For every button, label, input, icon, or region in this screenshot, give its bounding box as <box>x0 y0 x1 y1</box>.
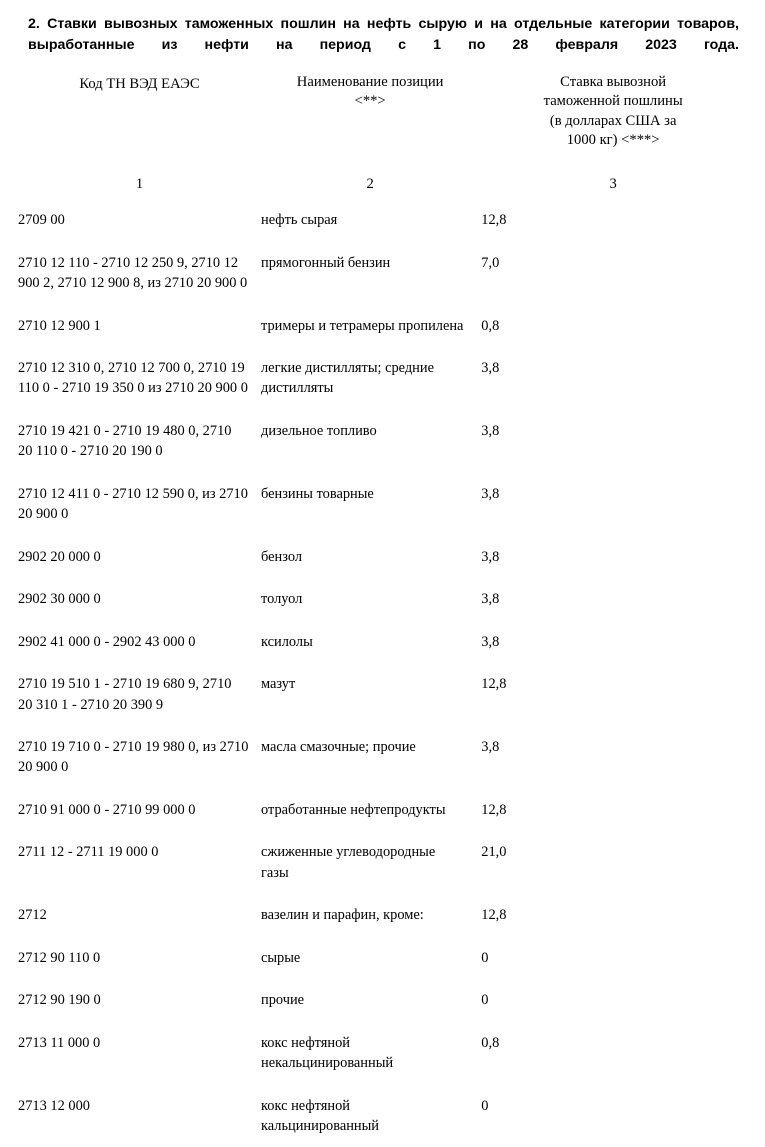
column-number-2: 2 <box>366 176 374 193</box>
cell-name: толуол <box>261 591 303 608</box>
table-row <box>18 199 747 241</box>
cell-rate: 0 <box>481 992 489 1009</box>
page-title: 2. Ставки вывозных таможенных пошлин на нефть сырую и на отдельные категории товаров, выработанные из нефти на период с 1 по 28 февраля 2023 года. <box>28 16 739 53</box>
cell-name: бензины товарные <box>261 485 374 502</box>
cell-code: 2710 19 421 0 - 2710 19 480 0, 2710 20 110 0 - 2710 20 190 0 <box>18 422 232 460</box>
cell-code: 2902 41 000 0 - 2902 43 000 0 <box>18 633 196 650</box>
cell-name: кокс нефтяной некальцинированный <box>261 1034 394 1072</box>
cell-rate: 3,8 <box>481 738 500 755</box>
cell-rate: 3,8 <box>481 485 500 502</box>
cell-code: 2710 19 510 1 - 2710 19 680 9, 2710 20 310 1 - 2710 20 390 9 <box>18 676 232 713</box>
cell-rate: 12,8 <box>481 676 507 693</box>
cell-name: кокс нефтяной кальцинированный <box>261 1097 379 1134</box>
table-row <box>18 663 747 726</box>
table-row <box>18 831 747 894</box>
column-header-rate-line1: Ставка вывозной <box>560 74 667 91</box>
column-header-name-line2: <**> <box>354 93 386 110</box>
cell-code: 2710 12 110 - 2710 12 250 9, 2710 12 900 2, 2710 12 900 8, из 2710 20 900 0 <box>18 254 248 292</box>
cell-rate: 0,8 <box>481 317 500 334</box>
cell-name: отработанные нефтепродукты <box>261 801 446 818</box>
cell-code: 2710 19 710 0 - 2710 19 980 0, из 2710 20 900 0 <box>18 738 249 776</box>
table-row <box>18 305 747 347</box>
table-row <box>18 578 747 620</box>
cell-rate: 3,8 <box>481 360 500 376</box>
column-header-code: Код ТН ВЭД ЕАЭС <box>79 76 200 93</box>
export-duty-rates-table <box>18 73 747 1147</box>
cell-rate: 0 <box>481 949 489 966</box>
column-header-rate <box>479 73 747 150</box>
cell-rate: 7,0 <box>481 254 500 271</box>
cell-code: 2710 12 900 1 <box>18 317 101 334</box>
cell-name: мазут <box>261 676 296 693</box>
column-header-name-line1: Наименование позиции <box>296 74 444 91</box>
cell-rate: 3,8 <box>481 633 500 650</box>
cell-name: сырые <box>261 949 301 966</box>
cell-name: сжиженные углеводородные газы <box>261 844 436 881</box>
table-row <box>18 1022 747 1085</box>
table-body <box>18 199 747 1147</box>
cell-name: тримеры и тетрамеры пропилена <box>261 317 464 334</box>
cell-rate: 3,8 <box>481 548 500 565</box>
cell-name: ксилолы <box>261 633 313 650</box>
table-row <box>18 789 747 831</box>
table-row <box>18 894 747 936</box>
table-row <box>18 347 747 410</box>
cell-name: легкие дистилляты; средние дистилляты <box>261 360 434 397</box>
column-header-rate-line2: таможенной пошлины <box>543 93 683 110</box>
cell-code: 2712 90 110 0 <box>18 949 101 966</box>
table-row <box>18 473 747 536</box>
column-header-rate-line4: 1000 кг) <***> <box>566 131 660 148</box>
table-header <box>18 73 747 199</box>
cell-rate: 12,8 <box>481 801 507 818</box>
cell-code: 2709 00 <box>18 212 65 229</box>
cell-code: 2710 12 310 0, 2710 12 700 0, 2710 19 110 0 - 2710 19 350 0 из 2710 20 900 0 <box>18 360 248 397</box>
table-row <box>18 979 747 1021</box>
cell-code: 2712 <box>18 907 47 924</box>
cell-rate: 0 <box>481 1097 489 1114</box>
cell-name: вазелин и парафин, кроме: <box>261 907 424 924</box>
cell-rate: 12,8 <box>481 212 507 229</box>
cell-name: нефть сырая <box>261 212 338 229</box>
table-row <box>18 726 747 789</box>
table-row <box>18 410 747 473</box>
cell-code: 2711 12 - 2711 19 000 0 <box>18 844 159 861</box>
column-number-1: 1 <box>135 176 144 193</box>
cell-code: 2713 11 000 0 <box>18 1034 101 1051</box>
cell-rate: 21,0 <box>481 844 507 861</box>
table-row <box>18 621 747 663</box>
cell-code: 2902 20 000 0 <box>18 548 101 565</box>
cell-name: бензол <box>261 548 303 565</box>
cell-code: 2713 12 000 <box>18 1097 90 1114</box>
cell-name: масла смазочные; прочие <box>261 738 416 755</box>
column-header-rate-line3: (в долларах США за <box>549 112 677 129</box>
cell-name: прочие <box>261 992 305 1009</box>
table-row <box>18 1085 747 1147</box>
column-number-3: 3 <box>609 176 617 193</box>
table-row <box>18 242 747 305</box>
cell-rate: 3,8 <box>481 422 500 439</box>
column-number-row <box>18 150 747 199</box>
cell-rate: 12,8 <box>481 907 507 924</box>
cell-code: 2710 91 000 0 - 2710 99 000 0 <box>18 801 196 818</box>
cell-rate: 3,8 <box>481 591 500 608</box>
cell-code: 2710 12 411 0 - 2710 12 590 0, из 2710 20 900 0 <box>18 485 248 523</box>
column-header-name <box>261 73 479 150</box>
cell-name: дизельное топливо <box>261 422 377 439</box>
cell-code: 2712 90 190 0 <box>18 992 101 1009</box>
cell-code: 2902 30 000 0 <box>18 591 101 608</box>
table-row <box>18 937 747 979</box>
table-row <box>18 536 747 578</box>
cell-rate: 0,8 <box>481 1034 500 1051</box>
cell-name: прямогонный бензин <box>261 254 391 271</box>
